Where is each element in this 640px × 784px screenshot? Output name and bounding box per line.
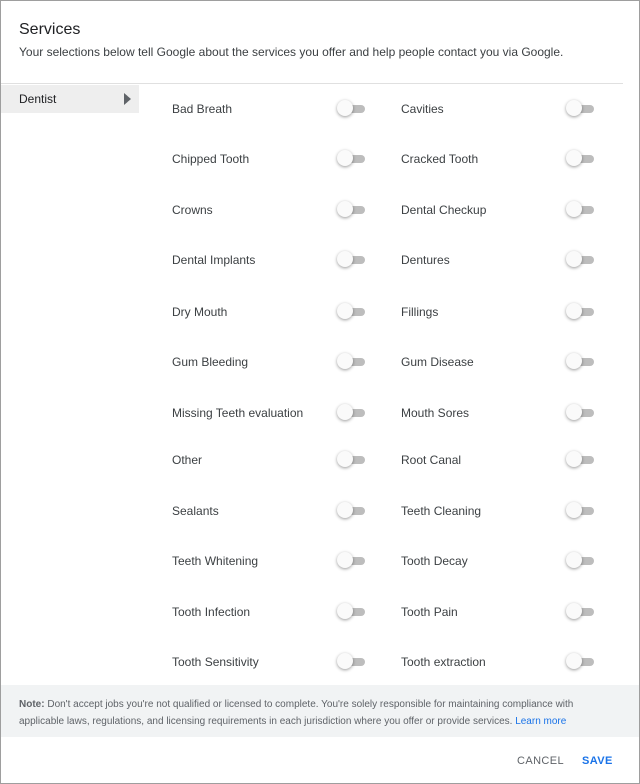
service-item-dental-checkup[interactable] — [401, 200, 594, 220]
service-toggle[interactable] — [566, 552, 594, 570]
service-label: Chipped Tooth — [172, 152, 250, 166]
toggle-thumb — [337, 150, 353, 166]
service-item-dentures[interactable] — [401, 250, 594, 270]
service-label: Mouth Sores — [401, 406, 470, 420]
service-toggle[interactable] — [566, 653, 594, 671]
service-label: Tooth Infection — [172, 605, 251, 619]
service-toggle[interactable] — [337, 404, 365, 422]
caret-right-icon — [124, 93, 131, 105]
service-item-other[interactable] — [172, 450, 365, 470]
service-item-sealants[interactable] — [172, 501, 365, 521]
service-item-gum-disease[interactable] — [401, 352, 594, 372]
service-item-teeth-whitening[interactable] — [172, 551, 365, 571]
service-item-chipped-tooth[interactable] — [172, 149, 365, 169]
service-label: Sealants — [172, 504, 219, 518]
service-label: Tooth Pain — [401, 605, 458, 619]
toggle-thumb — [566, 201, 582, 217]
service-item-dental-implants[interactable] — [172, 250, 365, 270]
service-toggle[interactable] — [337, 603, 365, 621]
note-body: Don't accept jobs you're not qualified or licensed to complete. You're solely responsible for maintaining compliance with applicable laws, regulations, and licensing requirements in each jurisdiction where you offer or provide services. — [19, 699, 574, 727]
service-item-crowns[interactable] — [172, 200, 365, 220]
service-item-cracked-tooth[interactable] — [401, 149, 594, 169]
toggle-thumb — [566, 150, 582, 166]
toggle-thumb — [337, 502, 353, 518]
toggle-thumb — [566, 603, 582, 619]
service-toggle[interactable] — [337, 150, 365, 168]
service-toggle[interactable] — [337, 451, 365, 469]
dialog-subtitle: Your selections below tell Google about the services you offer and help people contact you via Google. — [19, 45, 564, 59]
service-item-mouth-sores[interactable] — [401, 403, 594, 423]
toggle-thumb — [566, 552, 582, 568]
service-toggle[interactable] — [337, 653, 365, 671]
service-toggle[interactable] — [566, 303, 594, 321]
category-label: Dentist — [19, 92, 57, 106]
service-toggle[interactable] — [566, 150, 594, 168]
service-item-root-canal[interactable] — [401, 450, 594, 470]
service-toggle[interactable] — [566, 451, 594, 469]
service-item-teeth-cleaning[interactable] — [401, 501, 594, 521]
note-text — [19, 696, 619, 730]
service-item-tooth-extraction[interactable] — [401, 652, 594, 672]
service-label: Missing Teeth evaluation — [172, 406, 304, 420]
toggle-thumb — [337, 653, 353, 669]
service-label: Cavities — [401, 102, 444, 116]
service-label: Bad Breath — [172, 102, 233, 116]
service-item-cavities[interactable] — [401, 99, 594, 119]
service-toggle[interactable] — [566, 201, 594, 219]
service-label: Gum Disease — [401, 355, 474, 369]
compliance-note — [1, 685, 639, 737]
toggle-thumb — [566, 353, 582, 369]
service-toggle[interactable] — [337, 502, 365, 520]
note-prefix: Note: — [19, 699, 45, 710]
category-item-dentist[interactable] — [1, 85, 139, 113]
service-item-tooth-decay[interactable] — [401, 551, 594, 571]
dialog-title: Services — [19, 21, 81, 38]
service-item-tooth-pain[interactable] — [401, 602, 594, 622]
service-toggle[interactable] — [337, 100, 365, 118]
service-label: Fillings — [401, 305, 439, 319]
service-item-fillings[interactable] — [401, 302, 594, 322]
service-label: Tooth Decay — [401, 554, 468, 568]
save-button[interactable]: SAVE — [582, 755, 613, 767]
service-label: Tooth extraction — [401, 655, 486, 669]
service-item-gum-bleeding[interactable] — [172, 352, 365, 372]
toggle-thumb — [566, 404, 582, 420]
service-item-bad-breath[interactable] — [172, 99, 365, 119]
toggle-thumb — [566, 100, 582, 116]
toggle-thumb — [337, 303, 353, 319]
service-label: Dental Checkup — [401, 203, 487, 217]
service-toggle[interactable] — [337, 303, 365, 321]
toggle-thumb — [337, 353, 353, 369]
toggle-thumb — [566, 653, 582, 669]
service-label: Gum Bleeding — [172, 355, 249, 369]
service-toggle[interactable] — [566, 353, 594, 371]
toggle-thumb — [337, 404, 353, 420]
service-item-missing-teeth-evaluation[interactable] — [172, 403, 365, 423]
header-divider — [1, 83, 623, 84]
toggle-thumb — [337, 100, 353, 116]
service-toggle[interactable] — [337, 251, 365, 269]
service-toggle[interactable] — [566, 603, 594, 621]
toggle-thumb — [337, 201, 353, 217]
service-label: Dental Implants — [172, 253, 256, 267]
service-label: Crowns — [172, 203, 213, 217]
service-toggle[interactable] — [566, 100, 594, 118]
service-label: Other — [172, 453, 203, 467]
service-label: Root Canal — [401, 453, 462, 467]
toggle-thumb — [337, 552, 353, 568]
service-item-dry-mouth[interactable] — [172, 302, 365, 322]
service-label: Dry Mouth — [172, 305, 228, 319]
service-item-tooth-infection[interactable] — [172, 602, 365, 622]
toggle-thumb — [337, 603, 353, 619]
toggle-thumb — [566, 303, 582, 319]
service-toggle[interactable] — [337, 552, 365, 570]
toggle-thumb — [566, 451, 582, 467]
service-item-tooth-sensitivity[interactable] — [172, 652, 365, 672]
service-toggle[interactable] — [566, 251, 594, 269]
service-label: Tooth Sensitivity — [172, 655, 259, 669]
toggle-thumb — [566, 251, 582, 267]
service-toggle[interactable] — [566, 502, 594, 520]
service-label: Teeth Cleaning — [401, 504, 482, 518]
service-label: Dentures — [401, 253, 450, 267]
toggle-thumb — [337, 451, 353, 467]
service-toggle[interactable] — [566, 404, 594, 422]
service-toggle[interactable] — [337, 201, 365, 219]
service-label: Cracked Tooth — [401, 152, 479, 166]
service-label: Teeth Whitening — [172, 554, 259, 568]
service-toggle[interactable] — [337, 353, 365, 371]
toggle-thumb — [337, 251, 353, 267]
learn-more-link[interactable]: Learn more — [515, 716, 567, 727]
cancel-button[interactable]: CANCEL — [517, 755, 565, 767]
toggle-thumb — [566, 502, 582, 518]
